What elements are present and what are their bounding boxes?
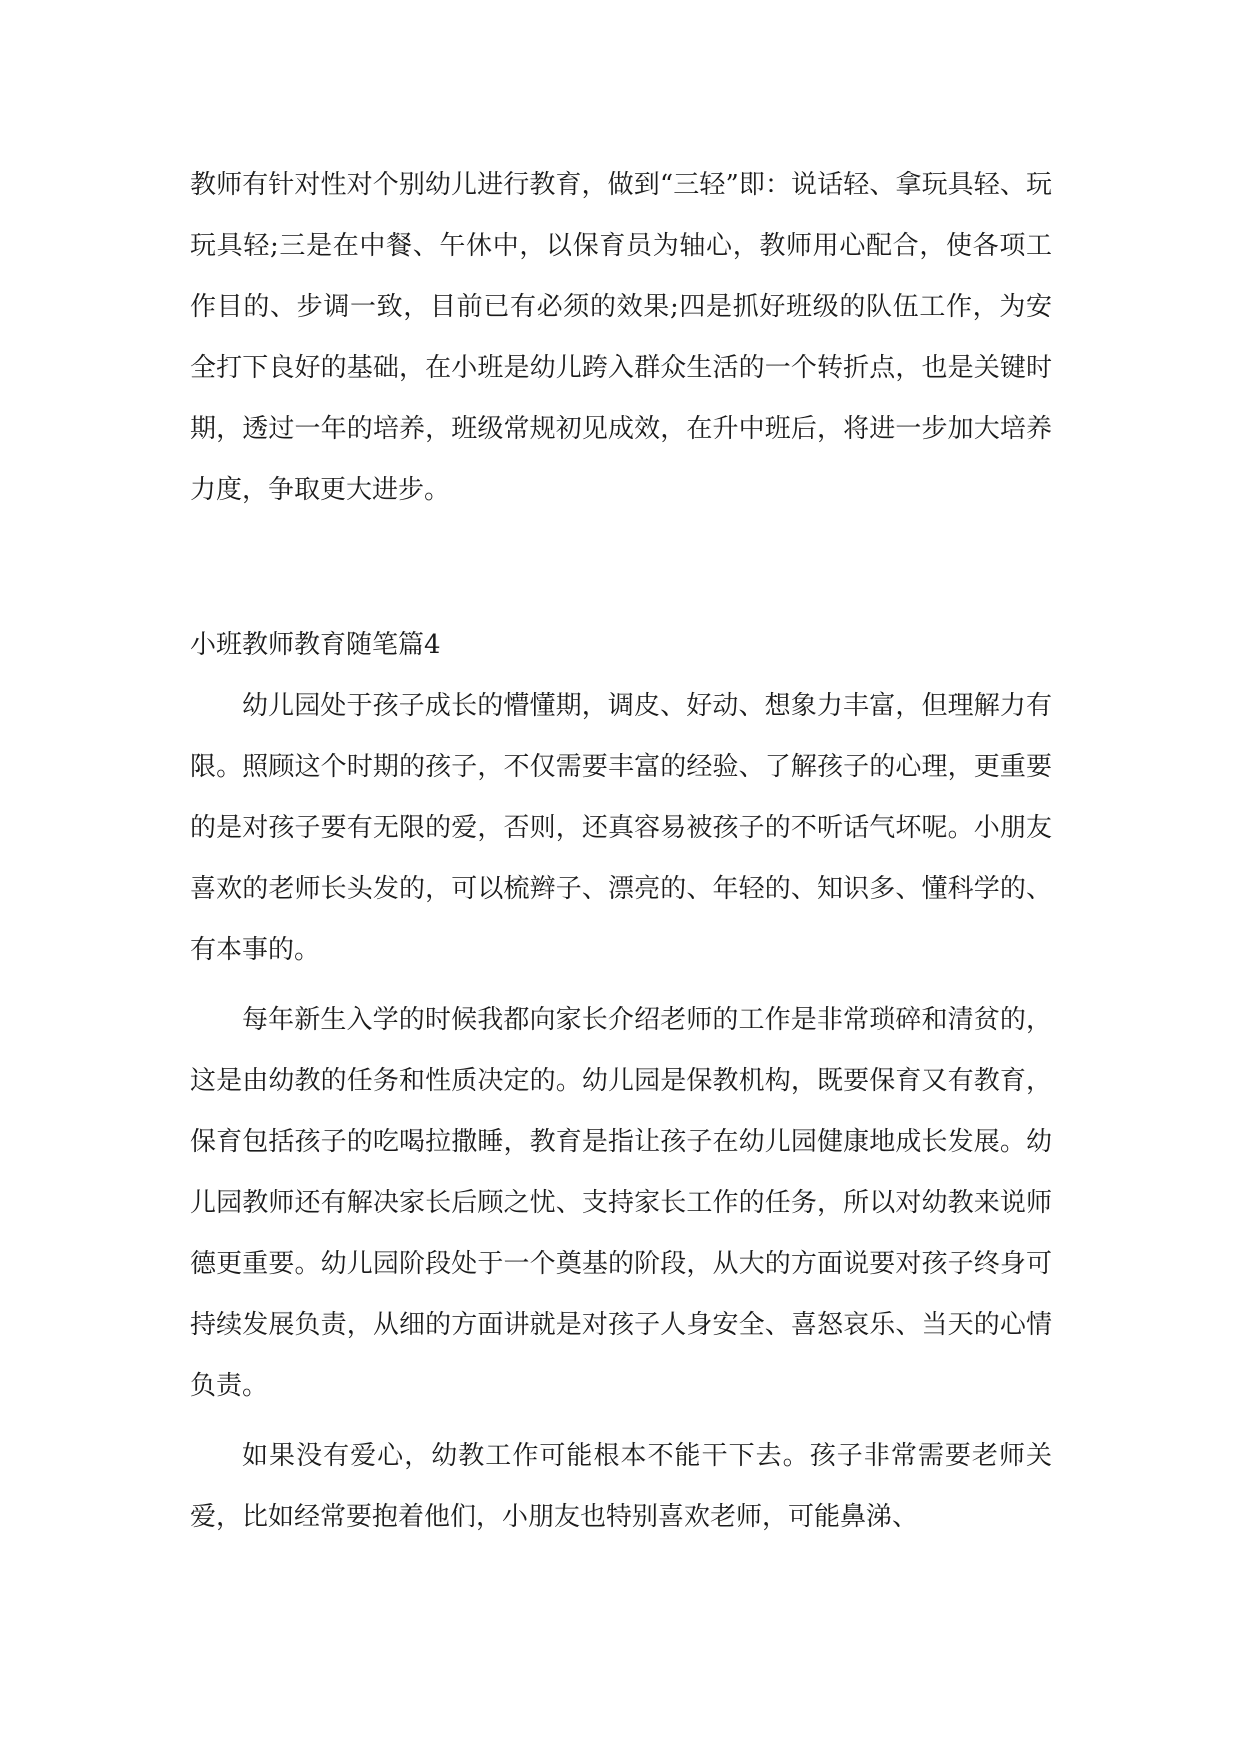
section-title: 小班教师教育随笔篇4 [190,630,441,660]
continuation-paragraph: 教师有针对性对个别幼儿进行教育，做到“三轻”即：说话轻、拿玩具轻、玩玩具轻;三是在中餐、午休中，以保育员为轴心，教师用心配合，使各项工作目的、步调一致，目前已有必须的效果;四是抓好班级的队伍工作，为安全打下良好的基础，在小班是幼儿跨入群众生活的一个转折点，也是关键时期，透过一年的培养，班级常规初见成效，在升中班后，将进一步加大培养力度，争取更大进步。 [190,170,1052,505]
paragraph-3: 如果没有爱心，幼教工作可能根本不能干下去。孩子非常需要老师关爱，比如经常要抱着他们，小朋友也特别喜欢老师，可能鼻涕、 [190,1441,1052,1532]
continuation-text-block [190,155,1052,521]
paragraph-2: 每年新生入学的时候我都向家长介绍老师的工作是非常琐碎和清贫的，这是由幼教的任务和性质决定的。幼儿园是保教机构，既要保育又有教育，保育包括孩子的吃喝拉撒睡，教育是指让孩子在幼儿园健康地成长发展。幼儿园教师还有解决家长后顾之忧、支持家长工作的任务，所以对幼教来说师德更重要。幼儿园阶段处于一个奠基的阶段，从大的方面说要对孩子终身可持续发展负责，从细的方面讲就是对孩子人身安全、喜怒哀乐、当天的心情负责。 [190,1005,1052,1401]
paragraph-1: 幼儿园处于孩子成长的懵懂期，调皮、好动、想象力丰富，但理解力有限。照顾这个时期的孩子，不仅需要丰富的经验、了解孩子的心理，更重要的是对孩子要有无限的爱，否则，还真容易被孩子的不听话气坏呢。小朋友喜欢的老师长头发的，可以梳辫子、漂亮的、年轻的、知识多、懂科学的、有本事的。 [190,691,1052,965]
section-body [190,676,1052,1557]
